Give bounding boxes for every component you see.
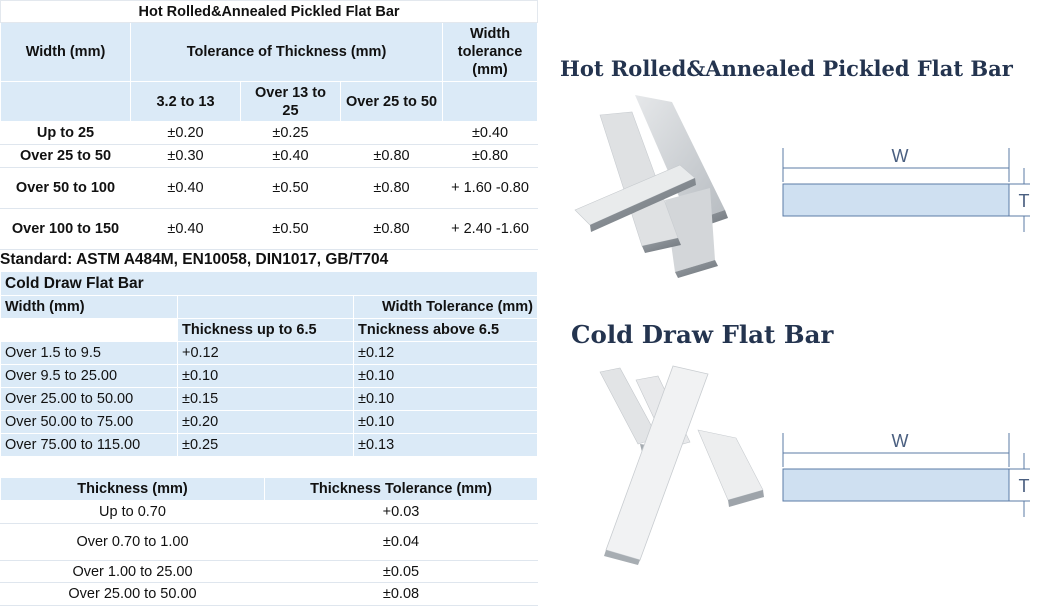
table-row [1,365,538,388]
value-cell: ±0.20 [178,411,354,434]
width-cell: Up to 25 [1,122,131,145]
subheader-cell: Tnickness above 6.5 [354,319,538,342]
column-header-width-tolerance: Width tolerance (mm) [443,23,538,82]
width-symbol: W [891,431,909,451]
thickness-cell: Over 0.70 to 1.00 [1,524,265,561]
value-cell: ±0.80 [341,168,443,209]
width-cell: Over 75.00 to 115.00 [1,434,178,457]
hot-rolled-dimension-diagram [778,140,1038,240]
value-cell: ±0.25 [178,434,354,457]
column-header-thickness: Thickness (mm) [1,478,265,501]
table-row [1,122,538,145]
table-row [1,434,538,457]
standard-text: Standard: ASTM A484M, EN10058, DIN1017, GB/T704 [0,251,389,268]
value-cell: ±0.10 [354,388,538,411]
hot-rolled-tolerance-table [0,0,538,250]
tolerance-cell: ±0.08 [265,583,538,606]
subheader-empty [443,82,538,122]
thickness-cell: Up to 0.70 [1,501,265,524]
width-cell: Over 25 to 50 [1,145,131,168]
table-row [1,411,538,434]
value-cell: ±0.10 [354,365,538,388]
value-cell: ±0.10 [178,365,354,388]
value-cell: ±0.40 [241,145,341,168]
tolerance-cell: ±0.05 [265,561,538,583]
hot-rolled-bars-image [560,90,760,290]
value-cell: ±0.80 [443,145,538,168]
width-cell: Over 50.00 to 75.00 [1,411,178,434]
value-cell: ±0.20 [131,122,241,145]
cold-draw-bars-image [578,360,778,565]
header-empty [178,296,354,319]
width-cell: Over 1.5 to 9.5 [1,342,178,365]
width-cell: Over 9.5 to 25.00 [1,365,178,388]
table-row [1,342,538,365]
width-symbol: W [891,146,909,166]
table-row [1,524,538,561]
value-cell: +0.12 [178,342,354,365]
value-cell: ±0.12 [354,342,538,365]
value-cell: ±0.50 [241,168,341,209]
column-header-width: Width (mm) [1,296,178,319]
cold-draw-dimension-diagram [778,425,1038,525]
table-row [1,561,538,583]
width-cell: Over 100 to 150 [1,209,131,250]
subheader-empty [1,82,131,122]
table-row [1,209,538,250]
tolerance-cell: +0.03 [265,501,538,524]
subheader-cell: 3.2 to 13 [131,82,241,122]
width-cell: Over 25.00 to 50.00 [1,388,178,411]
thickness-symbol: T [1018,191,1030,211]
value-cell: ±0.10 [354,411,538,434]
value-cell: ±0.50 [241,209,341,250]
table-row [1,168,538,209]
thickness-cell: Over 1.00 to 25.00 [1,561,265,583]
value-cell: ±0.25 [241,122,341,145]
column-header-width-tolerance: Width Tolerance (mm) [354,296,538,319]
subheader-empty [1,319,178,342]
thickness-cell: Over 25.00 to 50.00 [1,583,265,606]
tolerance-cell: ±0.04 [265,524,538,561]
table-row [1,145,538,168]
value-cell: ±0.40 [131,168,241,209]
column-header-width: Width (mm) [1,23,131,82]
value-cell: ±0.80 [341,145,443,168]
value-cell [341,122,443,145]
width-cell: Over 50 to 100 [1,168,131,209]
cold-draw-thickness-table [0,477,538,606]
column-header-thickness-tolerance: Tolerance of Thickness (mm) [131,23,443,82]
table-row [1,583,538,606]
cold-draw-width-table [0,271,538,457]
subheader-cell: Over 13 to 25 [241,82,341,122]
value-cell: ±0.15 [178,388,354,411]
value-cell: ±0.40 [131,209,241,250]
value-cell: ±0.13 [354,434,538,457]
value-cell: ±0.40 [443,122,538,145]
cold-draw-heading: Cold Draw Flat Bar [571,320,834,349]
value-cell: + 2.40 -1.60 [443,209,538,250]
hot-rolled-heading: Hot Rolled&Annealed Pickled Flat Bar [560,56,1013,81]
value-cell: ±0.80 [341,209,443,250]
table-row [1,501,538,524]
subheader-cell: Over 25 to 50 [341,82,443,122]
subheader-cell: Thickness up to 6.5 [178,319,354,342]
table-row [1,388,538,411]
value-cell: ±0.30 [131,145,241,168]
table-caption: Cold Draw Flat Bar [1,272,538,296]
value-cell: + 1.60 -0.80 [443,168,538,209]
table-caption: Hot Rolled&Annealed Pickled Flat Bar [1,1,538,23]
thickness-symbol: T [1018,476,1030,496]
column-header-thickness-tolerance: Thickness Tolerance (mm) [265,478,538,501]
